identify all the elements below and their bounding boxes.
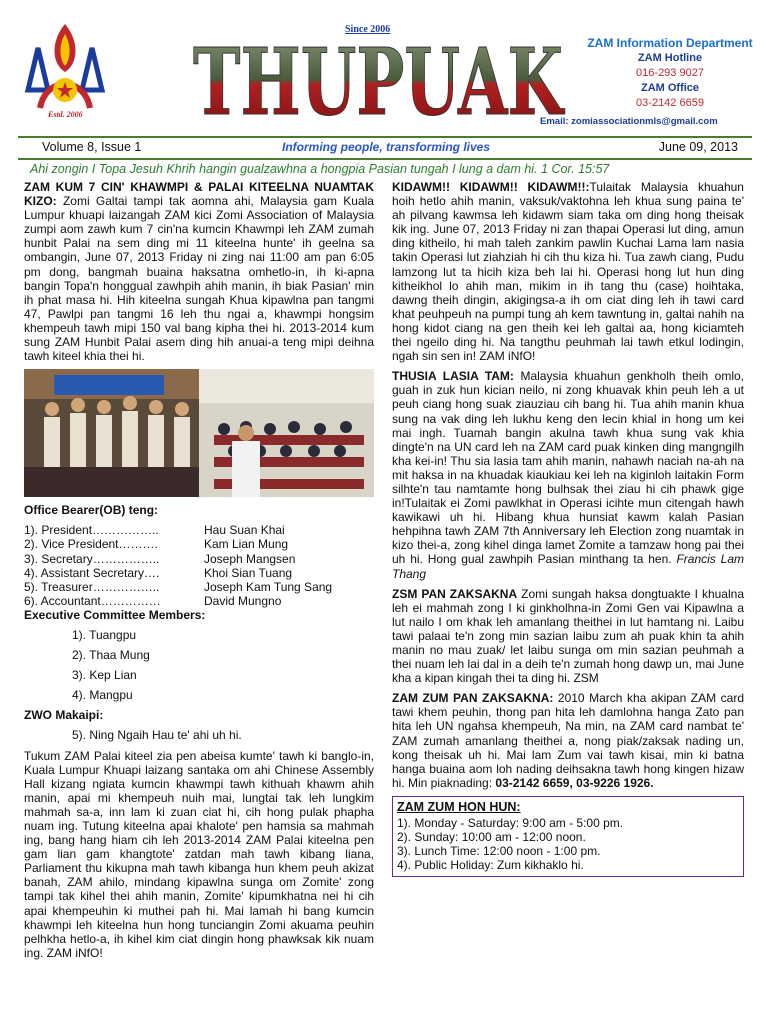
bible-verse: Ahi zongin I Topa Jesuh Khrih hangin gualzawhna a hongpia Pasian tungah I lung a dam hi. 1 Cor. 15:57 <box>30 162 610 176</box>
article-zsm <box>392 587 744 686</box>
ob-name: Joseph Kam Tung Sang <box>204 579 333 594</box>
zam-logo-icon <box>22 20 108 120</box>
ob-name: Kam Lian Mung <box>204 537 289 552</box>
zwo-heading: ZWO Makaipi: <box>24 708 104 723</box>
article-kidawm-text: Tulaitak Malaysia khuahun hoih hetlo ahih manin, vaksuk/vaktohna leh khua sung paina te' ah pilvang kawmsa leh kidawm siam taka om ding hong theisak kik ing. June 07, 2013 Friday ni zan thapai Operasi lut ding, amun ding kitheilo, hi mah taleh zankim pawlin Kuchai Lama lam nasia takin Operasi lut ziahziah hi cih thu kiza hi. Tua zawh ciang, Pudu lamzong lut ta hicih kiza beh lai hi. Operasi hong lut hun ding kitheikhol lo ahih man, mikim in ih tang thu (case) hoihtaka, dawng theih dingin, akigingsa-a ih om ciat ding leh ih tawi card khat peuhpeuh na pumpi tung ah kem tawntung in, galtai nahih na hong kidot ciang na gen theih kei leh galtai aa, hong kiciamteh thei ngeilo ding hi. Na tangthu peuhmah lai tawh etkul lodingin, ngah sin sen in! ZAM iNfO! <box>392 180 744 364</box>
office-bearer-heading: Office Bearer(OB) teng: <box>24 503 159 518</box>
article-kidawm-heading: KIDAWM!! KIDAWM!! KIDAWM!!: <box>392 180 590 194</box>
ob-name: David Mungno <box>204 593 282 608</box>
office-hours-title: ZAM ZUM HON HUN: <box>397 799 521 814</box>
office-bearer-row <box>24 566 374 580</box>
event-photo-image <box>24 369 374 497</box>
executive-committee-heading: Executive Committee Members: <box>24 607 206 622</box>
svg-text:THUPUAK: THUPUAK <box>193 34 566 130</box>
hotline-number: 016-293 9027 <box>636 67 704 79</box>
hotline-label: ZAM Hotline <box>637 52 703 64</box>
office-hours-item: 1). Monday - Saturday: 9:00 am - 5:00 pm. <box>397 816 624 831</box>
article-zam-zum-phone: 03-2142 6659, 03-9226 1926. <box>495 775 654 790</box>
office-bearer-row <box>24 552 374 566</box>
office-hours-box <box>392 796 744 877</box>
ob-role: 6). Accountant…………… <box>24 593 161 608</box>
article-zsm-text: Zomi sungah haksa dongtuakte I khualna leh ei mahmah zong I ki ginkholhna-in Zomi Gen vai Kipawlna a lut nailo I om khak leh amanlang theithei in lut hamtang ni. Laibu tawi palaai te'n zong min sazian laibu zum ah puak khin ta ahih manin no mau zuak/ let laibu sunga om min sazian peuhmah a thei nuam leh lai dal in a deih te'n zumah hong dawp un, mai June kha a kipan kingah thei ta ding hi. ZSM <box>392 586 744 686</box>
office-bearer-row <box>24 523 374 537</box>
office-hours-item: 3). Lunch Time: 12:00 noon - 1:00 pm. <box>397 844 601 859</box>
tagline: Informing people, transforming lives <box>282 140 491 154</box>
ec-member: 3). Kep Lian <box>72 668 137 683</box>
volume-issue: Volume 8, Issue 1 <box>42 140 142 154</box>
ob-name: Khoi Sian Tuang <box>204 565 293 580</box>
ob-name: Joseph Mangsen <box>204 551 296 566</box>
article-thusia-author: Francis Lam Thang <box>392 552 744 581</box>
zwo-member: 5). Ning Ngaih Hau te' ahi uh hi. <box>72 728 242 743</box>
article-khawmpi-text: Zomi Galtai tampi tak aomna ahi, Malaysia gam Kuala Lumpur khuapi laizangah ZAM kici Zomi Association of Malaysia zumpi aom zawh kum 7 cin'na kumcin Khawmpi leh ZAM zumah hunbit Palai na sem ding mi 11 kiteelna hunte' ih geelna sa ombangin, June 07, 2013 Friday ni zing nai 11:00 am pan 6:05 pm dong, bangmah buaina haksatna omhetlo-in, ih ki-apna bangin Topa'n honggual zawhpih ahih manin, ih biak Pasian' min ih phat masa hi. Hih kiteelna sungah Khua kipawlna pan tangmi 47, Pawlpi pan tangmi 16 leh thu ngai a, khawmpi hongsim khempeuh tawh mipi 150 val bang kipha thei hi. 2013-2014 kum sung ZAM Hunbit Palai asem ding hih anuai-a teng mipi deihna tawh kiteel khia thei hi. <box>24 194 374 364</box>
office-hours-item: 2). Sunday: 10:00 am - 12:00 noon. <box>397 830 586 845</box>
ec-member: 2). Thaa Mung <box>72 648 150 663</box>
article-thusia-heading: THUSIA LASIA TAM: <box>392 369 514 384</box>
ob-name: Hau Suan Khai <box>204 523 285 538</box>
left-column <box>24 180 374 966</box>
article-zam-zum-heading: ZAM ZUM PAN ZAKSAKNA: <box>392 691 554 706</box>
ec-member: 4). Mangpu <box>72 688 133 703</box>
thupuak-title <box>188 34 568 130</box>
ob-role: 2). Vice President………. <box>24 537 158 552</box>
article-zam-zum-text: 2010 March kha akipan ZAM card tawi khem peuhin, thong pan hita leh damlohna hanga Zato pan hita leh UN ngahsa khempeuh, Na min, na ZAM card nambat te' ZAM zumah amanlang theithei a, nong piak/zaksak nading un, kong theisak uh hi. Mai lam Zum vai tawh kisai, min ki batna hanga buaina aom loh nading deihsakna tawh hong kingen hizaw hi. Min piaknading: <box>392 691 744 790</box>
masthead <box>0 0 768 140</box>
article-zam-zum <box>392 691 744 790</box>
article-khawmpi-heading: ZAM KUM 7 CIN' KHAWMPI & PALAI KITEELNA NUAMTAK KIZO: <box>24 180 374 209</box>
ob-role: 3). Secretary…………….. <box>24 551 160 566</box>
logo-established: Estd. 2006 <box>48 110 83 119</box>
ec-member: 1). Tuangpu <box>72 627 137 642</box>
department-info <box>580 36 760 111</box>
office-bearer-row <box>24 580 374 594</box>
office-label: ZAM Office <box>640 82 700 94</box>
ob-role: 4). Assistant Secretary…. <box>24 565 160 580</box>
issue-bar <box>18 136 752 160</box>
article-thusia <box>392 369 744 580</box>
since-label: Since 2006 <box>345 24 391 35</box>
article-kidawm <box>392 180 744 363</box>
ob-role: 5). Treasurer…………….. <box>24 579 160 594</box>
email-address: Email: zomiassociationmls@gmail.com <box>540 116 718 127</box>
article-zsm-heading: ZSM PAN ZAKSAKNA <box>392 586 518 601</box>
office-bearer-row <box>24 537 374 551</box>
office-number: 03-2142 6659 <box>636 97 704 109</box>
article-khawmpi <box>24 180 374 363</box>
right-column <box>392 180 744 877</box>
office-bearer-row <box>24 594 374 608</box>
ob-role: 1). President…………….. <box>24 523 159 538</box>
issue-date: June 09, 2013 <box>658 140 738 154</box>
department-name: ZAM Information Department <box>587 36 753 50</box>
article-thusia-text: Malaysia khuahun genkholh theih omlo, guah in zuk hun kician neilo, ni zong khuavak khin peuh leh a ut peuh ciang hong suak ziauziau cih bang hi. Tua ahih manin khua sung na vak ding leh lukhu keng den lecin khial in hong um kei mai ingh. Tuamah bangin akulna tawh khua sung vak khia dingte'n na UN card leh na ZAM card puak kinken ding mangngilh kha kei-in! Thu sia lasia tam ahih manin, nahawh naciah na-ah na mit haksa in na khuadak kiaukiau kei leh na kiginloh laitakin Form silhte'n tau namtamte hong bulhsak thei ziau hi cih phawk gige in!Tulaitak ei Zomi pawlkhat in Operasi icihte mun citengah hawh kawikawi uh hi. Hibang khua hunsiat kawm kalah Pasian hehpihna tawh ZAM 7th Anniversary leh Election zong nuamtak in kizo thei-a, zong kihel dinga lamet Zomite a tamzaw hong pai thei uh hi. Hong gual zawhpih Pasian minthang ta hen. <box>392 369 744 567</box>
office-bearer-list <box>24 523 374 608</box>
event-photo <box>24 369 374 497</box>
office-hours-item: 4). Public Holiday: Zum kikhaklo hi. <box>397 858 584 873</box>
article-khawmpi-continued: Tukum ZAM Palai kiteel zia pen abeisa kumte' tawh ki banglo-in, Kuala Lumpur Khuapi laizang santaka om ahi Chinese Assembly Hall kizang ngiata kumcin khawmpi tawh kithuah khawm ahih manin, apai mi khempeuh nuih mai, lungtai tak leh lungkim mahmah sa-a, inn lam ki zuan ciat hi, cih hong pulak phapha nuam ing. Tutung kiteelna apai khalote' pen hamsia sa mahmah ing, bang hang hiam cih leh 2013-2014 ZAM Palai kiteelna pen gam lian gam khangtote' zatdan mah tawh kibang liana, Parliament thu kikupna mah tawh kibanga hun khem peuh akizat banah, ZAM ahilo, mindang kipawlna sunga om Zomite' zong tampi tak kihel thei ahih manin, Zomite' kipumkhatna nei hi cih apai khempeuhin ki muthei pah hi. Mai lamah hi bang kumcin khawmpi leh kiteelna hun hong tunciangin Zomi akuama peuhin pelhkha hetlo-a, ih kihel kim ciat dingin hong phawksak kik nuam ing. ZAM iNfO! <box>24 748 374 960</box>
